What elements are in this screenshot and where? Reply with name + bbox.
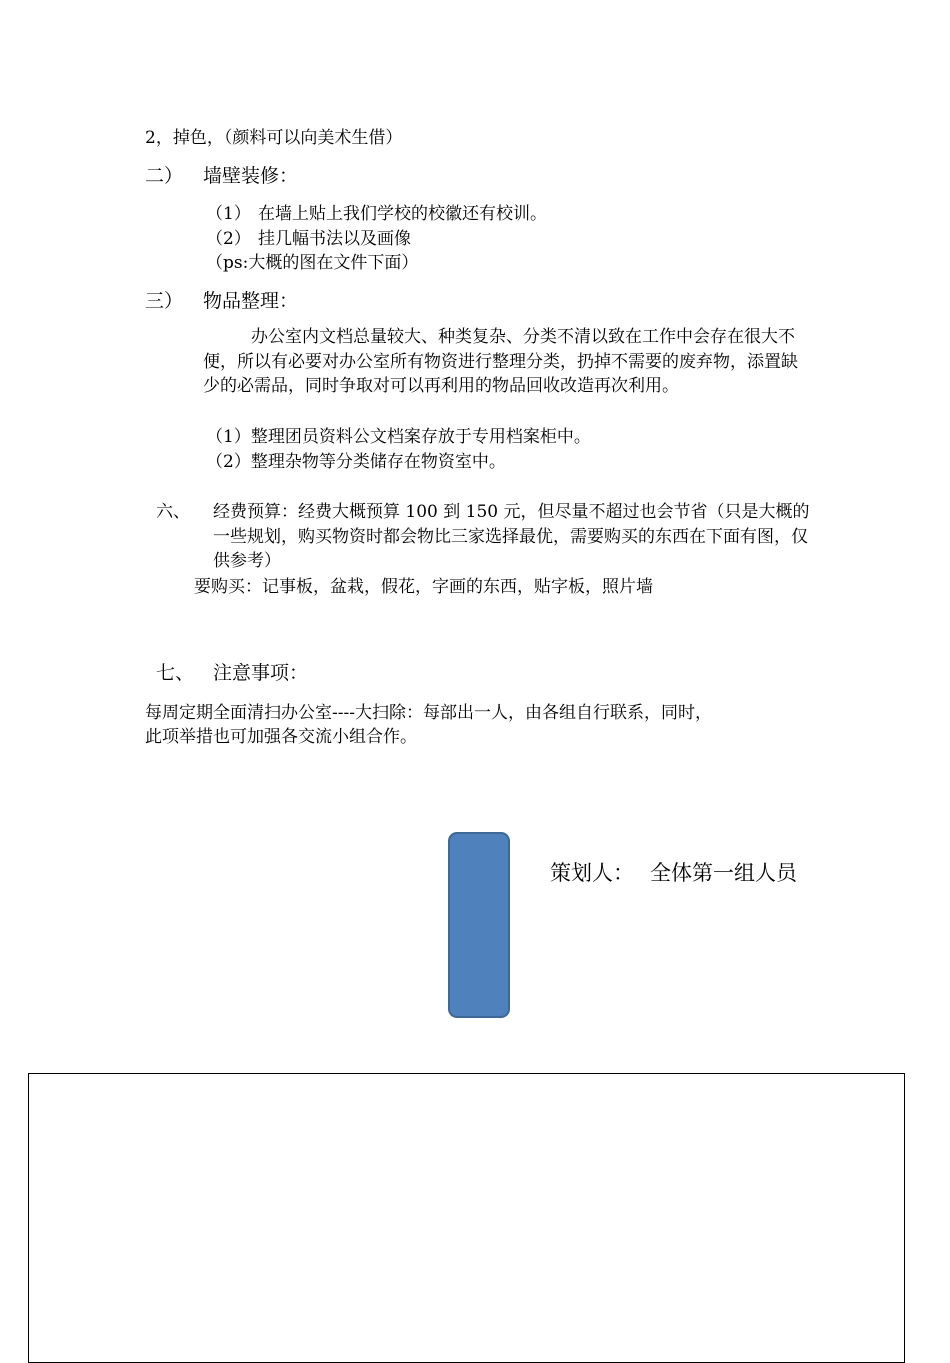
section7-line1: 每周定期全面清扫办公室----大扫除：每部出一人，由各组自行联系，同时， <box>145 703 712 723</box>
section7-title: 注意事项： <box>213 662 309 684</box>
section2-item1: 在墙上贴上我们学校的校徽还有校训。 <box>258 204 547 224</box>
section7-number: 七、 <box>156 662 195 684</box>
section2-title: 墙壁装修： <box>203 165 299 187</box>
planner-value: 全体第一组人员 <box>650 861 797 885</box>
fade-line: 2，掉色，（颜料可以向美术生借） <box>145 128 403 148</box>
blue-rounded-rectangle <box>448 832 510 1018</box>
planner-label: 策划人： <box>550 861 634 885</box>
bottom-frame-box <box>28 1073 905 1363</box>
section3-paragraph: 办公室内文档总量较大、种类复杂、分类不清以致在工作中会存在很大不便，所以有必要对办公室所有物资进行整理分类，扔掉不需要的废弃物，添置缺少的必需品，同时争取对可以再利用的物品回收改造再次利用。 <box>203 327 798 396</box>
section3-title: 物品整理： <box>203 290 299 312</box>
section3-item1: （1）整理团员资料公文档案存放于专用档案柜中。 <box>206 427 591 447</box>
section3-item2: （2）整理杂物等分类储存在物资室中。 <box>206 452 506 472</box>
section6-number: 六、 <box>156 502 190 522</box>
section2-number: 二） <box>145 165 184 187</box>
section6-budget-text: 经费预算：经费大概预算 100 到 150 元，但尽量不超过也会节省（只是大概的一些规划，购买物资时都会物比三家选择最优，需要购买的东西在下面有图，仅供参考） <box>213 502 810 571</box>
section2-note: （ps:大概的图在文件下面） <box>206 253 419 273</box>
section2-item1-number: （1） <box>206 204 251 224</box>
section3-number: 三） <box>145 290 184 312</box>
section7-line2: 此项举措也可加强各交流小组合作。 <box>145 727 417 747</box>
section2-item2-number: （2） <box>206 229 251 249</box>
section2-item2: 挂几幅书法以及画像 <box>258 229 411 249</box>
section6-buy-list: 要购买：记事板，盆栽，假花，字画的东西，贴字板，照片墙 <box>194 577 653 597</box>
